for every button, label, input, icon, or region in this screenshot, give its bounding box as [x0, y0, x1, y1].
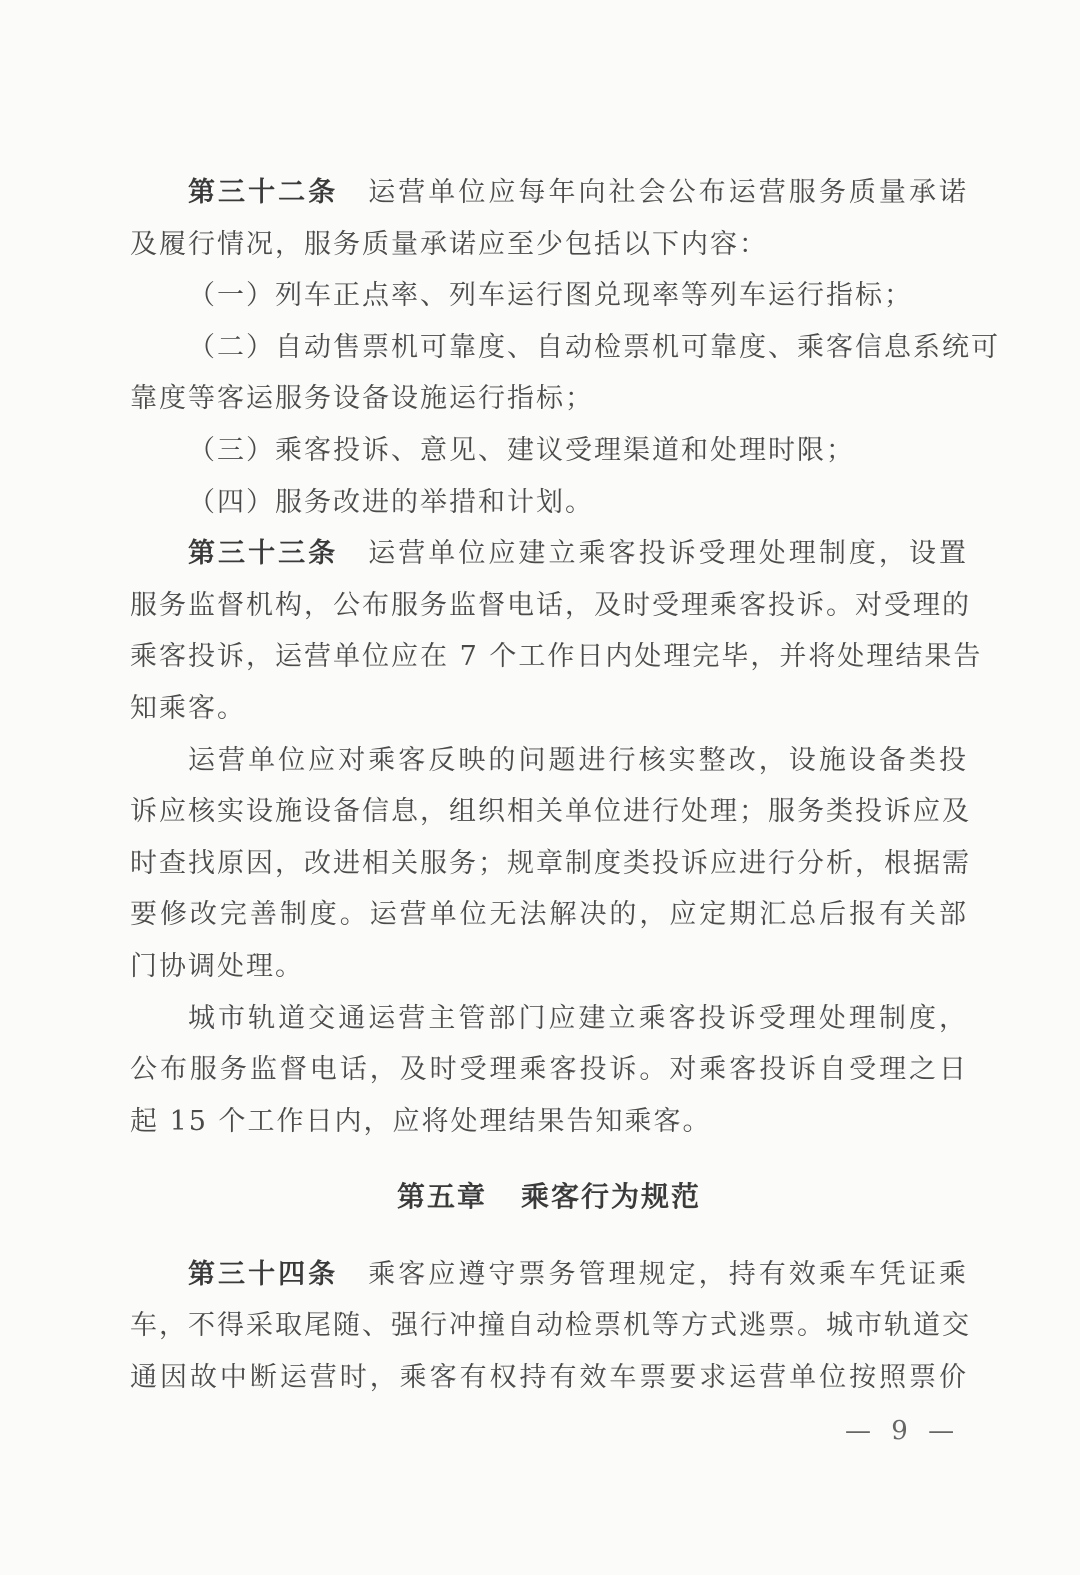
text-line [130, 1300, 971, 1352]
text-line [130, 580, 971, 632]
text-line [130, 1249, 968, 1301]
chapter-number: 第五章 [396, 1180, 487, 1214]
article-34 [130, 1249, 971, 1404]
line-text: 车，不得采取尾随、强行冲撞自动检票机等方式逃票。城市轨道交 [130, 1310, 971, 1342]
line-text: 门协调处理。 [130, 950, 304, 982]
line-text: （三）乘客投诉、意见、建议受理渠道和处理时限； [188, 434, 855, 466]
line-text: 运营单位应每年向社会公布运营服务质量承诺 [368, 177, 969, 208]
line-text: 知乘客。 [130, 692, 246, 724]
text-line [130, 219, 968, 271]
chapter-title: 乘客行为规范 [521, 1180, 702, 1214]
line-text: 运营单位应对乘客反映的问题进行核实整改，设施设备类投 [188, 744, 968, 776]
text-line [130, 735, 968, 787]
text-line [130, 1044, 968, 1096]
document-body [130, 167, 1000, 1404]
line-text: （四）服务改进的举措和计划。 [188, 486, 594, 518]
line-text: 诉应核实设施设备信息，组织相关单位进行处理；服务类投诉应及 [130, 796, 971, 828]
text-line [130, 270, 968, 322]
text-line [130, 167, 968, 219]
line-text: 乘客投诉，运营单位应在 7 个工作日内处理完毕，并将处理结果告 [130, 641, 983, 673]
line-text: 时查找原因，改进相关服务；规章制度类投诉应进行分析，根据需 [130, 847, 971, 879]
text-line [130, 889, 968, 941]
line-text: 公布服务监督电话，及时受理乘客投诉。对乘客投诉自受理之日 [130, 1054, 968, 1086]
line-text: 乘客应遵守票务管理规定，持有效乘车凭证乘 [368, 1258, 969, 1290]
line-text: 服务监督机构，公布服务监督电话，及时受理乘客投诉。对受理的 [130, 589, 971, 621]
line-text: 及履行情况，服务质量承诺应至少包括以下内容： [130, 228, 768, 260]
line-text: 城市轨道交通运营主管部门应建立乘客投诉受理处理制度， [188, 1002, 968, 1034]
text-line [130, 477, 968, 529]
line-text: 要修改完善制度。运营单位无法解决的，应定期汇总后报有关部 [130, 899, 968, 931]
article-number: 第三十三条 [188, 538, 339, 570]
line-text: 靠度等客运服务设备设施运行指标； [130, 383, 594, 415]
articles-32-33 [130, 167, 1000, 1147]
text-line [130, 941, 968, 993]
page-number: — 9 — [845, 1416, 961, 1446]
text-line [130, 1096, 968, 1148]
text-line [130, 425, 968, 477]
line-text: 运营单位应建立乘客投诉受理处理制度，设置 [368, 538, 969, 570]
line-text: （一）列车正点率、列车运行图兑现率等列车运行指标； [188, 280, 913, 312]
line-text: 起 15 个工作日内，应将处理结果告知乘客。 [130, 1105, 712, 1137]
text-line [130, 838, 971, 890]
line-text: 通因故中断运营时，乘客有权持有效车票要求运营单位按照票价 [130, 1362, 968, 1394]
text-line [130, 373, 968, 425]
text-line [130, 322, 1000, 374]
article-number: 第三十二条 [188, 177, 339, 208]
text-line [130, 786, 971, 838]
text-line [130, 993, 968, 1045]
line-text: （二）自动售票机可靠度、自动检票机可靠度、乘客信息系统可 [188, 331, 1000, 363]
text-line [130, 631, 983, 683]
article-number: 第三十四条 [188, 1258, 339, 1290]
text-line [130, 528, 968, 580]
chapter-heading [130, 1171, 968, 1223]
text-line [130, 1352, 968, 1404]
text-line [130, 683, 968, 735]
